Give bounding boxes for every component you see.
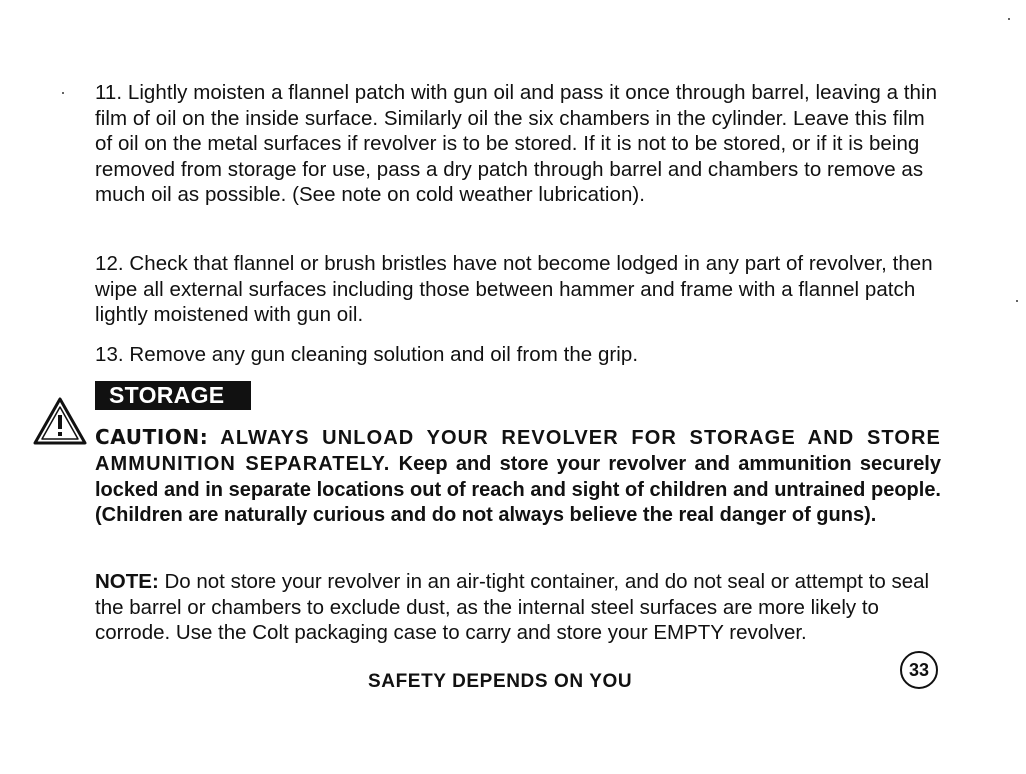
page-number: 33 bbox=[900, 651, 938, 689]
caution-body-text: Keep and store your revolver and ammunition securely locked and in separate locations out of reach and sight of children and untrained people. (Children are naturally curious and do not always believe the real danger of guns). bbox=[95, 452, 941, 527]
note-label: NOTE: bbox=[95, 570, 159, 593]
scan-speck bbox=[1016, 300, 1018, 302]
caution-paragraph bbox=[95, 425, 941, 529]
storage-section-heading: STORAGE bbox=[95, 381, 251, 410]
note-paragraph bbox=[95, 569, 945, 646]
footer-slogan: SAFETY DEPENDS ON YOU bbox=[368, 671, 633, 692]
caution-caps-text: ALWAYS UNLOAD YOUR REVOLVER FOR STORAGE AND STORE AMMUNITION SEPARATELY. bbox=[95, 427, 941, 475]
scan-speck bbox=[1008, 18, 1010, 20]
caution-label: CAUTION: bbox=[95, 425, 209, 449]
step-11-paragraph: 11. Lightly moisten a flannel patch with gun oil and pass it once through barrel, leaving a thin film of oil on the inside surface. Similarly oil the six chambers in the cylinder. Leave this film of oil on the metal surfaces if revolver is to be stored. If it is not to be stored, or if it is being removed from storage for use, pass a dry patch through barrel and chambers to remove as much oil as possible. (See note on cold weather lubrication). bbox=[95, 81, 938, 207]
step-13-paragraph: 13. Remove any gun cleaning solution and oil from the grip. bbox=[95, 343, 639, 366]
note-body-text: Do not store your revolver in an air-tight container, and do not seal or attempt to seal the barrel or chambers to exclude dust, as the internal steel surfaces are more likely to corrode. Use the Colt packaging case to carry and store your EMPTY revolver. bbox=[95, 570, 930, 645]
step-12-paragraph: 12. Check that flannel or brush bristles have not become lodged in any part of revolver, then wipe all external surfaces including those between hammer and frame with a flannel patch lightly moistened with gun oil. bbox=[95, 252, 933, 327]
warning-triangle-icon bbox=[32, 396, 88, 446]
scan-speck bbox=[62, 92, 64, 94]
